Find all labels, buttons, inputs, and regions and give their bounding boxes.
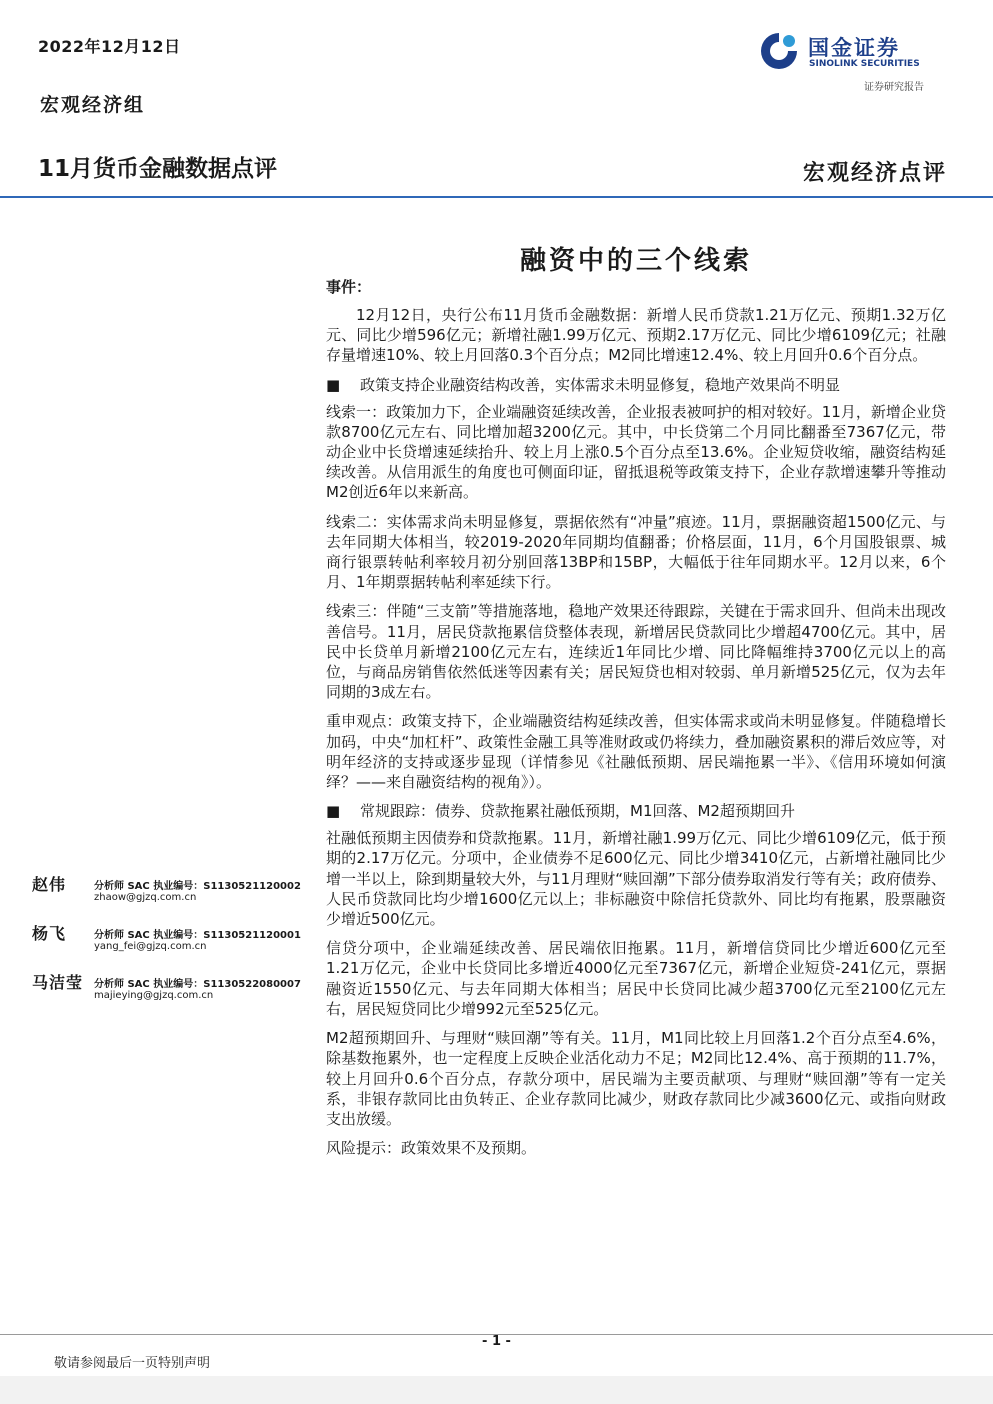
analyst-name: 马洁莹 <box>32 973 84 992</box>
view-paragraph: 重申观点：政策支持下，企业端融资结构延续改善，但实体需求或尚未明显修复。伴随稳增长加码，中央“加杠杆”、政策性金融工具等准财政或仍将续力，叠加融资累积的滞后效应等，对明年经济的支持或逐步显现（详情参见《社融低预期、居民端拖累一半》、《信用环境如何演绎？——来自融资结构的视角》）。 <box>326 712 946 792</box>
risk-warning: 风险提示：政策效果不及预期。 <box>326 1139 537 1158</box>
section-bullet-tracking <box>326 801 946 821</box>
sinolink-logo-icon <box>758 30 800 72</box>
square-bullet-icon: ■ <box>326 802 341 821</box>
analyst-entry <box>32 872 312 921</box>
company-logo <box>758 30 944 78</box>
logo-english-name: SINOLINK SECURITIES <box>809 59 920 69</box>
analyst-entry <box>32 970 312 1019</box>
research-group: 宏观经济组 <box>40 94 146 116</box>
report-type: 宏观经济点评 <box>802 160 947 186</box>
analyst-email[interactable]: majieying@gjzq.com.cn <box>94 990 214 1001</box>
analyst-entry <box>32 921 312 970</box>
analyst-certificate: 分析师 SAC 执业编号：S1130522080007 <box>94 979 301 990</box>
headline: 融资中的三个线索 <box>519 246 752 276</box>
report-date: 2022年12月12日 <box>38 37 181 56</box>
analyst-certificate: 分析师 SAC 执业编号：S1130521120002 <box>94 881 301 892</box>
tracking-paragraph-credit: 信贷分项中，企业端延续改善、居民端依旧拖累。11月，新增信贷同比少增近600亿元至1.21万亿元，企业中长贷同比多增近4000亿元至7367亿元，新增企业短贷-241亿元，票据融资近1550亿元、与去年同期大体相当；居民中长贷同比减少超3700亿元至2100亿元左右，居民短贷同比少增992元至525亿元。 <box>326 939 946 1018</box>
logo-subtitle: 证券研究报告 <box>864 82 924 93</box>
footer-disclaimer: 敬请参阅最后一页特别声明 <box>54 1356 211 1371</box>
clue-three-paragraph: 线索三：伴随“三支箭”等措施落地，稳地产效果还待跟踪，关键在于需求回升、但尚未出现改善信号。11月，居民贷款拖累信贷整体表现，新增居民贷款同比少增超4700亿元。其中，居民中长贷单月新增2100亿元左右，连续近1年同比少增、同比降幅维持3700亿元以上的高位，与商品房销售依然低迷等因素有关；居民短贷也相对较弱、单月新增525亿元，仅为去年同期的3成左右。 <box>326 602 946 702</box>
analyst-list <box>32 872 312 1019</box>
tracking-paragraph-social-financing: 社融低预期主因债券和贷款拖累。11月，新增社融1.99万亿元、同比少增6109亿元，低于预期的2.17万亿元。分项中，企业债券不足600亿元、同比少增3410亿元，占新增社融同比少增一半以上，除到期量较大外，与11月理财“赎回潮”下部分债券取消发行等有关；政府债券、人民币贷款同比均少增1600亿元以上；非标融资中除信托贷款外、同比均有拖累，股票融资少增近500亿元。 <box>326 829 946 929</box>
section-heading-policy: 政策支持企业融资结构改善，实体需求未明显修复，稳地产效果尚不明显 <box>360 375 841 394</box>
page-number: - 1 - <box>482 1334 511 1349</box>
event-paragraph: 12月12日，央行公布11月货币金融数据：新增人民币贷款1.21万亿元、预期1.32万亿元、同比少增596亿元；新增社融1.99万亿元、预期2.17万亿元、同比少增6109亿元；社融存量增速10%、较上月回落0.3个百分点；M2同比增速12.4%、较上月回升0.6个百分点。 <box>326 306 946 365</box>
square-bullet-icon: ■ <box>326 375 341 394</box>
analyst-email[interactable]: zhaow@gjzq.com.cn <box>94 892 197 903</box>
report-title: 11月货币金融数据点评 <box>38 156 278 182</box>
analyst-certificate: 分析师 SAC 执业编号：S1130521120001 <box>94 930 301 941</box>
analyst-email[interactable]: yang_fei@gjzq.com.cn <box>94 941 207 952</box>
main-content <box>326 276 946 1167</box>
section-heading-tracking: 常规跟踪：债券、贷款拖累社融低预期，M1回落、M2超预期回升 <box>360 802 795 821</box>
clue-two-paragraph: 线索二：实体需求尚未明显修复，票据依然有“冲量”痕迹。11月，票据融资超1500亿元、与去年同期大体相当，较2019-2020年同期均值翻番；价格层面，11月，6个月国股银票、城商行银票转帖利率较月初分别回落13BP和15BP，大幅低于往年同期水平。12月以来，6个月、1年期票据转帖利率延续下行。 <box>326 512 946 592</box>
header-divider <box>0 196 993 198</box>
clue-one-paragraph: 线索一：政策加力下，企业端融资延续改善，企业报表被呵护的相对较好。11月，新增企业贷款8700亿元左右、同比增加超3200亿元。其中，中长贷第二个月同比翻番至7367亿元，带动企业中长贷增速延续抬升、较上月上涨0.5个百分点至13.6%。企业短贷收缩，融资结构延续改善。从信用派生的角度也可侧面印证，留抵退税等政策支持下，企业存款增速攀升等推动M2创近6年以来新高。 <box>326 402 946 502</box>
logo-chinese-name: 国金证券 <box>808 36 900 60</box>
bottom-band <box>0 1376 993 1404</box>
event-label: 事件： <box>326 278 372 296</box>
tracking-paragraph-money-supply: M2超预期回升、与理财“赎回潮”等有关。11月，M1同比较上月回落1.2个百分点至4.6%，除基数拖累外，也一定程度上反映企业活化动力不足；M2同比12.4%、高于预期的11.7%，较上月回升0.6个百分点，存款分项中，居民端为主要贡献项、与理财“赎回潮”等有一定关系，非银存款同比由负转正、企业存款同比减少，财政存款同比少减3600亿元、或指向财政支出放缓。 <box>326 1029 946 1128</box>
section-bullet-policy <box>326 375 946 395</box>
analyst-name: 杨飞 <box>32 924 67 943</box>
analyst-name: 赵伟 <box>32 875 67 894</box>
